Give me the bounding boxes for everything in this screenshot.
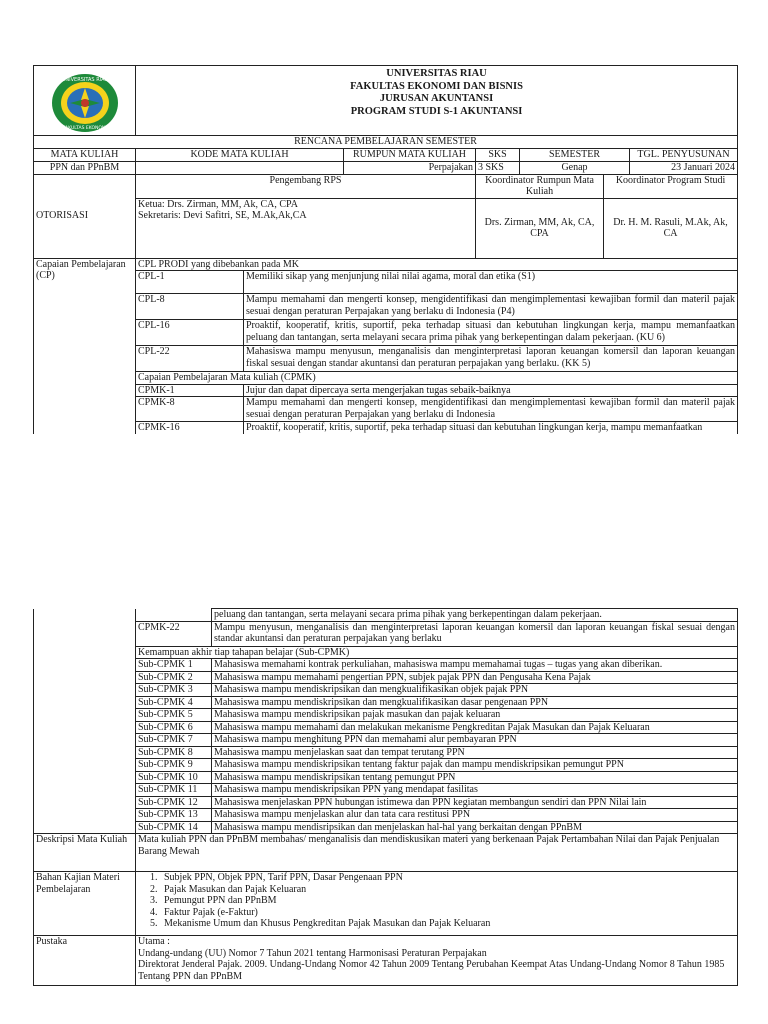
pustaka-item: Direktorat Jenderal Pajak. 2009. Undang-Undang Nomor 42 Tahun 2009 Tentang Perubahan Keempat Atas Undang-Undang Nomor 8 Tahun 1985 Tentang PPN dan PPnBM <box>138 959 725 982</box>
cpmk-heading: Capaian Pembelajaran Mata kuliah (CPMK) <box>136 372 738 385</box>
cpmk-code: CPMK-8 <box>136 397 244 422</box>
sub-cpmk-text: Mahasiswa mampu mendisripsikan dan menjelaskan hal-hal yang berkaitan dengan PPnBM <box>212 821 738 834</box>
university-name: UNIVERSITAS RIAU <box>386 68 487 79</box>
col-pengembang-rps: Pengembang RPS <box>136 174 476 198</box>
bahan-kajian-item: 3. Pemungut PPN dan PPnBM <box>160 895 735 907</box>
col-header-kode: KODE MATA KULIAH <box>136 148 344 161</box>
col-koordinator-rumpun: Koordinator Rumpun Mata Kuliah <box>476 174 604 198</box>
cp-label-continued <box>34 646 136 659</box>
cpl-code: CPL-1 <box>136 271 244 294</box>
cpmk-code <box>136 609 212 622</box>
sub-cpmk-text: Mahasiswa mampu mendiskripsikan dan mengkualifikasikan objek pajak PPN <box>212 684 738 697</box>
cpmk-code: CPMK-16 <box>136 422 244 434</box>
sub-cpmk-text: Mahasiswa mampu menghitung PPN dan memahami alur pembayaran PPN <box>212 734 738 747</box>
bahan-kajian-item: 4. Faktur Pajak (e-Faktur) <box>160 907 735 919</box>
sub-cpmk-code: Sub-CPMK 11 <box>136 784 212 797</box>
course-code <box>136 161 344 174</box>
col-header-sks: SKS <box>476 148 520 161</box>
pustaka-item: Undang-undang (UU) Nomor 7 Tahun 2021 tentang Harmonisasi Peraturan Perpajakan <box>138 947 487 959</box>
cp-label-continued <box>34 784 136 797</box>
cpl-heading: CPL PRODI yang dibebankan pada MK <box>136 258 738 271</box>
cpmk-code: CPMK-22 <box>136 621 212 646</box>
cp-label-continued <box>34 721 136 734</box>
logo-text-top: UNIVERSITAS RIAU <box>61 76 108 83</box>
cp-label-continued <box>34 696 136 709</box>
sub-cpmk-code: Sub-CPMK 7 <box>136 734 212 747</box>
cp-label-continued <box>34 796 136 809</box>
bahan-kajian-item: 5. Mekanisme Umum dan Khusus Pengkreditan Pajak Masukan dan Pajak Keluaran <box>160 918 735 930</box>
bahan-kajian-item: 2. Pajak Masukan dan Pajak Keluaran <box>160 884 735 896</box>
bahan-kajian-list <box>136 872 738 936</box>
sub-cpmk-heading: Kemampuan akhir tiap tahapan belajar (Sub-CPMK) <box>136 646 738 659</box>
cpl-code: CPL-8 <box>136 294 244 320</box>
institution-heading <box>136 66 738 136</box>
cpl-text: Mampu memahami dan mengerti konsep, mengidentifikasi dan mengimplementasi kewajiban formil dan materil pajak sesuai dengan peraturan Perpajakan yang berlaku di Indonesia (P4) <box>244 294 738 320</box>
deskripsi-text: Mata kuliah PPN dan PPnBM membahas/ menganalisis dan mendiskusikan materi yang berkenaan Pajak Pertambahan Nilai dan Pajak Penjualan Barang Mewah <box>136 834 738 872</box>
sub-cpmk-code: Sub-CPMK 9 <box>136 759 212 772</box>
sub-cpmk-text: Mahasiswa mampu mendiskripsikan tentang faktur pajak dan mampu mendiskripsikan pemungut PPN <box>212 759 738 772</box>
koordinator-rumpun-name: Drs. Zirman, MM, Ak, CA, CPA <box>476 198 604 258</box>
faculty-name: FAKULTAS EKONOMI DAN BISNIS <box>350 80 523 92</box>
sub-cpmk-list <box>34 659 738 834</box>
course-semester: Genap <box>520 161 630 174</box>
program-name: PROGRAM STUDI S-1 AKUNTANSI <box>350 105 523 117</box>
rps-continuation-table <box>33 608 738 986</box>
sub-cpmk-text: Mahasiswa memahami kontrak perkuliahan, mahasiswa mampu memahamai tugas – tugas yang akan diberikan. <box>212 659 738 672</box>
sub-cpmk-text: Mahasiswa mampu mendiskripsikan PPN yang mendapat fasilitas <box>212 784 738 797</box>
sub-cpmk-text: Mahasiswa mampu menjelaskan alur dan tata cara restitusi PPN <box>212 809 738 822</box>
cp-label-continued <box>34 659 136 672</box>
sub-cpmk-text: Mahasiswa mampu mendiskripsikan dan mengkualifikasikan dasar pengenaan PPN <box>212 696 738 709</box>
col-header-semester: SEMESTER <box>520 148 630 161</box>
koordinator-prodi-name: Dr. H. M. Rasuli, M.Ak, Ak, CA <box>604 198 738 258</box>
sub-cpmk-code: Sub-CPMK 6 <box>136 721 212 734</box>
sub-cpmk-code: Sub-CPMK 13 <box>136 809 212 822</box>
sub-cpmk-text: Mahasiswa mampu mendiskripsikan tentang pemungut PPN <box>212 771 738 784</box>
cp-label-continued <box>34 684 136 697</box>
col-header-mata-kuliah: MATA KULIAH <box>34 148 136 161</box>
cp-label-continued <box>34 734 136 747</box>
university-logo <box>34 66 136 136</box>
cpl-code: CPL-16 <box>136 320 244 346</box>
deskripsi-label: Deskripsi Mata Kuliah <box>34 834 136 872</box>
sub-cpmk-code: Sub-CPMK 2 <box>136 671 212 684</box>
cpl-text: Memiliki sikap yang menjunjung nilai nilai agama, moral dan etika (S1) <box>244 271 738 294</box>
course-date: 23 Januari 2024 <box>630 161 738 174</box>
sub-cpmk-code: Sub-CPMK 10 <box>136 771 212 784</box>
pustaka-label: Pustaka <box>34 936 136 986</box>
sekretaris-name: Sekretaris: Devi Safitri, SE, M.Ak,Ak,CA <box>138 210 307 221</box>
cp-label-continued <box>34 621 136 646</box>
sub-cpmk-code: Sub-CPMK 8 <box>136 746 212 759</box>
sub-cpmk-code: Sub-CPMK 14 <box>136 821 212 834</box>
ketua-name: Ketua: Drs. Zirman, MM, Ak, CA, CPA <box>138 198 298 210</box>
sub-cpmk-text: Mahasiswa mampu mendiskripsikan pajak masukan dan pajak keluaran <box>212 709 738 722</box>
sub-cpmk-text: Mahasiswa menjelaskan PPN hubungan istimewa dan PPN kegiatan membangun sendiri dan PPN Nilai lain <box>212 796 738 809</box>
col-header-tgl: TGL. PENYUSUNAN <box>630 148 738 161</box>
cpmk-text: peluang dan tantangan, serta melayani secara prima pihak yang berkepentingan dalam pekerjaan. <box>212 609 738 622</box>
cpmk-text: Mampu memahami dan mengerti konsep, mengidentifikasi dan mengimplementasi kewajiban formil dan materil pajak sesuai dengan peraturan Perpajakan yang berlaku di Indonesia <box>244 397 738 422</box>
sub-cpmk-text: Mahasiswa mampu menjelaskan saat dan tempat terutang PPN <box>212 746 738 759</box>
university-seal-icon <box>50 72 120 134</box>
col-koordinator-prodi: Koordinator Program Studi <box>604 174 738 198</box>
course-name: PPN dan PPnBM <box>34 161 136 174</box>
cpmk-code: CPMK-1 <box>136 384 244 397</box>
document-page-2 <box>0 604 768 990</box>
pustaka-utama: Utama : <box>138 936 170 947</box>
sub-cpmk-text: Mahasiswa mampu memahami dan melakukan mekanisme Pengkreditan Pajak Masukan dan Pajak Keluaran <box>212 721 738 734</box>
cpl-text: Mahasiswa mampu menyusun, menganalisis dan menginterpretasi laporan keuangan komersil dan laporan keuangan fiskal sesuai dengan standar akuntansi dan peraturan perpajakan yang berlaku. (KK 5) <box>244 346 738 372</box>
cpmk-text: Mampu menyusun, menganalisis dan menginterpretasi laporan keuangan komersil dan laporan keuangan fiskal sesuai dengan standar akuntansi dan peraturan perpajakan yang berlaku <box>212 621 738 646</box>
rps-header-table <box>33 65 738 434</box>
sub-cpmk-code: Sub-CPMK 5 <box>136 709 212 722</box>
cp-label-continued <box>34 746 136 759</box>
sub-cpmk-code: Sub-CPMK 12 <box>136 796 212 809</box>
bahan-kajian-label: Bahan Kajian Materi Pembelajaran <box>34 872 136 936</box>
col-header-rumpun: RUMPUN MATA KULIAH <box>344 148 476 161</box>
pengembang-rps-names <box>136 198 476 258</box>
cp-label-continued <box>34 709 136 722</box>
pustaka-list <box>136 936 738 986</box>
course-rumpun: Perpajakan <box>344 161 476 174</box>
document-page-1 <box>0 0 768 470</box>
sub-cpmk-code: Sub-CPMK 1 <box>136 659 212 672</box>
course-sks: 3 SKS <box>476 161 520 174</box>
document-title: RENCANA PEMBELAJARAN SEMESTER <box>34 136 738 149</box>
cp-label-continued <box>34 771 136 784</box>
sub-cpmk-code: Sub-CPMK 3 <box>136 684 212 697</box>
logo-text-bottom: FAKULTAS EKONOMI <box>62 125 107 131</box>
cpmk-text: Jujur dan dapat dipercaya serta mengerjakan tugas sebaik-baiknya <box>244 384 738 397</box>
otorisasi-label: OTORISASI <box>34 174 136 258</box>
cpmk-text: Proaktif, kooperatif, kritis, suportif, peka terhadap situasi dan kebutuhan lingkungan kerja, mampu memanfaatkan <box>244 422 738 434</box>
cp-label-continued <box>34 671 136 684</box>
cp-label-continued <box>34 821 136 834</box>
sub-cpmk-text: Mahasiswa mampu memahami pengertian PPN, subjek pajak PPN dan Pengusaha Kena Pajak <box>212 671 738 684</box>
bahan-kajian-item: 1. Subjek PPN, Objek PPN, Tarif PPN, Dasar Pengenaan PPN <box>160 872 735 884</box>
cp-label-continued <box>34 809 136 822</box>
sub-cpmk-code: Sub-CPMK 4 <box>136 696 212 709</box>
cp-label: Capaian Pembelajaran (CP) <box>34 258 136 434</box>
cp-label-continued <box>34 759 136 772</box>
cpl-code: CPL-22 <box>136 346 244 372</box>
cp-label-continued <box>34 609 136 622</box>
department-name: JURUSAN AKUNTANSI <box>379 93 494 104</box>
cpl-text: Proaktif, kooperatif, kritis, suportif, peka terhadap situasi dan kebutuhan lingkungan kerja, mampu memanfaatkan peluang dan tantangan, serta melayani secara prima pihak yang berkepentingan dalam pekerjaan. (KU 6) <box>244 320 738 346</box>
